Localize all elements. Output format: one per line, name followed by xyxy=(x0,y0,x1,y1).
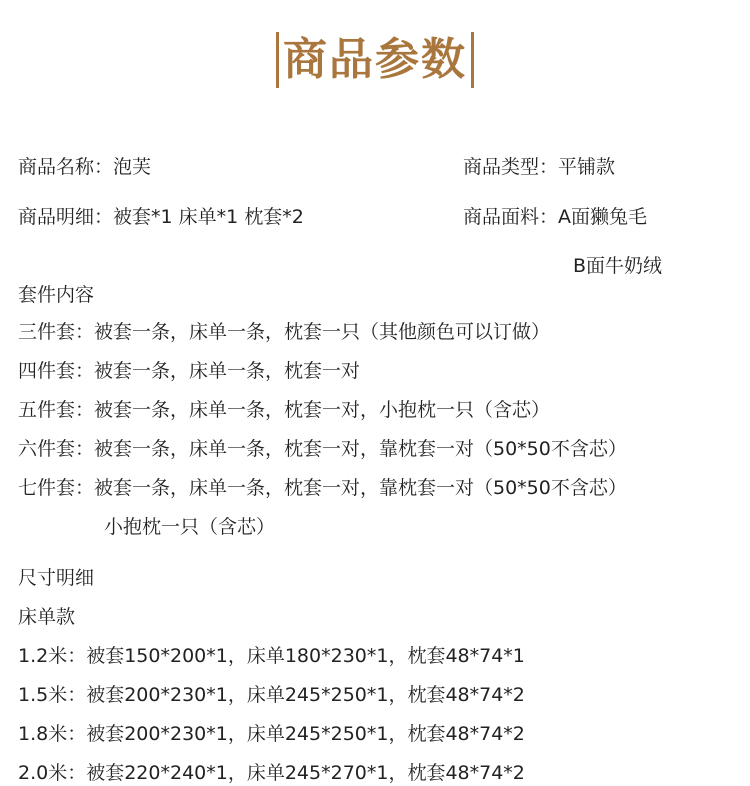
set-item-three: 三件套：被套一条，床单一条，枕套一只（其他颜色可以订做） xyxy=(18,321,551,343)
set-item-four: 四件套：被套一条，床单一条，枕套一对 xyxy=(18,360,361,382)
set-item-six: 六件套：被套一条，床单一条，枕套一对，靠枕套一对（50*50不含芯） xyxy=(18,438,627,460)
sizes-heading: 尺寸明细 xyxy=(18,567,95,589)
product-fabric: 商品面料：A面獭兔毛 xyxy=(463,206,647,228)
set-item-seven-continuation: 小抱枕一只（含芯） xyxy=(104,516,276,538)
size-row-1-2: 1.2米：被套150*200*1，床单180*230*1，枕套48*74*1 xyxy=(18,645,525,667)
set-contents-heading: 套件内容 xyxy=(18,284,95,306)
size-row-2-0: 2.0米：被套220*240*1，床单245*270*1，枕套48*74*2 xyxy=(18,762,525,784)
set-item-five: 五件套：被套一条，床单一条，枕套一对，小抱枕一只（含芯） xyxy=(18,399,551,421)
size-row-1-5: 1.5米：被套200*230*1，床单245*250*1，枕套48*74*2 xyxy=(18,684,525,706)
product-detail: 商品明细：被套*1 床单*1 枕套*2 xyxy=(18,206,304,228)
set-item-seven: 七件套：被套一条，床单一条，枕套一对，靠枕套一对（50*50不含芯） xyxy=(18,477,627,499)
page-title: 商品参数 xyxy=(283,34,467,85)
sizes-subheading: 床单款 xyxy=(18,606,76,628)
title-left-bar xyxy=(276,32,279,88)
size-row-1-8: 1.8米：被套200*230*1，床单245*250*1，枕套48*74*2 xyxy=(18,723,525,745)
product-name: 商品名称：泡芙 xyxy=(18,156,152,178)
product-fabric-b: B面牛奶绒 xyxy=(573,255,663,277)
product-type: 商品类型：平铺款 xyxy=(463,156,616,178)
title-block xyxy=(0,32,750,88)
title-right-bar xyxy=(471,32,474,88)
